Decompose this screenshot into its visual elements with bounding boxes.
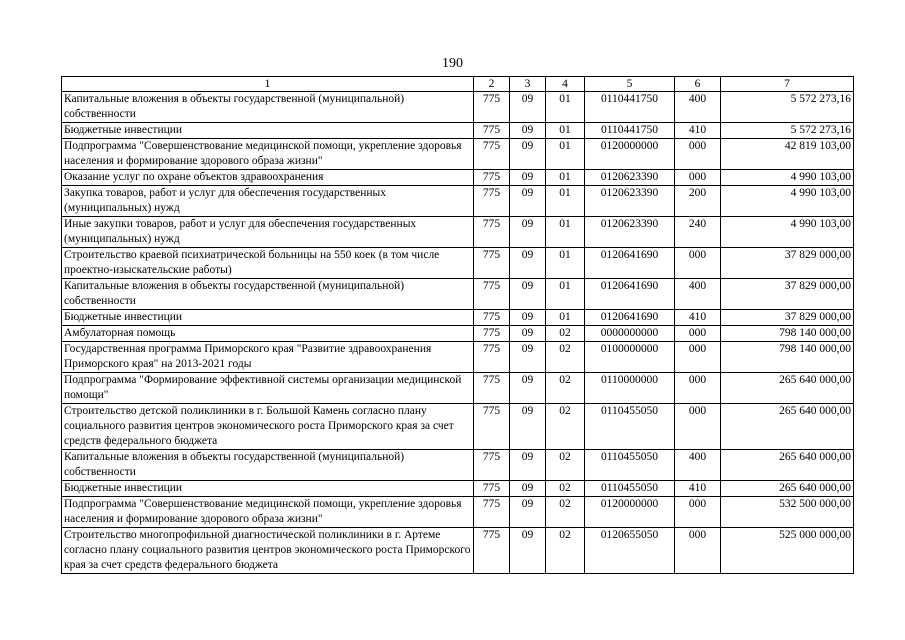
column-header: 4	[546, 77, 585, 92]
row-name: Иные закупки товаров, работ и услуг для обеспечения государственных (муниципальных) нужд	[62, 217, 474, 248]
row-subsection: 01	[546, 217, 585, 248]
table-row	[62, 279, 854, 310]
row-section: 09	[510, 450, 546, 481]
row-expense-type: 000	[675, 497, 721, 528]
row-name: Государственная программа Приморского края "Развитие здравоохранения Приморского края" на 2013-2021 годы	[62, 342, 474, 373]
row-code: 775	[474, 92, 510, 123]
column-header: 2	[474, 77, 510, 92]
row-target-code: 0120641690	[585, 310, 675, 326]
row-subsection: 01	[546, 170, 585, 186]
row-amount: 532 500 000,00	[721, 497, 854, 528]
column-header: 3	[510, 77, 546, 92]
row-name: Капитальные вложения в объекты государственной (муниципальной) собственности	[62, 92, 474, 123]
row-target-code: 0110000000	[585, 373, 675, 404]
row-expense-type: 000	[675, 373, 721, 404]
row-amount: 5 572 273,16	[721, 92, 854, 123]
row-amount: 42 819 103,00	[721, 139, 854, 170]
row-section: 09	[510, 481, 546, 497]
row-target-code: 0110455050	[585, 481, 675, 497]
row-code: 775	[474, 342, 510, 373]
row-code: 775	[474, 481, 510, 497]
row-subsection: 01	[546, 279, 585, 310]
row-expense-type: 000	[675, 326, 721, 342]
row-section: 09	[510, 404, 546, 450]
row-amount: 798 140 000,00	[721, 326, 854, 342]
row-expense-type: 400	[675, 92, 721, 123]
table-row	[62, 481, 854, 497]
table-row	[62, 310, 854, 326]
row-target-code: 0110455050	[585, 450, 675, 481]
row-amount: 37 829 000,00	[721, 248, 854, 279]
row-amount: 4 990 103,00	[721, 170, 854, 186]
row-code: 775	[474, 450, 510, 481]
row-expense-type: 240	[675, 217, 721, 248]
column-header: 6	[675, 77, 721, 92]
table-row	[62, 248, 854, 279]
table-row	[62, 404, 854, 450]
row-expense-type: 000	[675, 139, 721, 170]
table-row	[62, 139, 854, 170]
column-header: 7	[721, 77, 854, 92]
row-target-code: 0110441750	[585, 92, 675, 123]
budget-table	[61, 76, 854, 574]
row-amount: 5 572 273,16	[721, 123, 854, 139]
row-expense-type: 000	[675, 528, 721, 574]
row-expense-type: 410	[675, 481, 721, 497]
row-section: 09	[510, 186, 546, 217]
row-amount: 265 640 000,00	[721, 373, 854, 404]
row-subsection: 02	[546, 404, 585, 450]
table-row	[62, 170, 854, 186]
row-expense-type: 400	[675, 279, 721, 310]
row-subsection: 02	[546, 528, 585, 574]
row-subsection: 01	[546, 123, 585, 139]
row-section: 09	[510, 342, 546, 373]
row-code: 775	[474, 279, 510, 310]
row-target-code: 0110455050	[585, 404, 675, 450]
row-section: 09	[510, 217, 546, 248]
table-row	[62, 92, 854, 123]
row-expense-type: 000	[675, 404, 721, 450]
row-name: Капитальные вложения в объекты государственной (муниципальной) собственности	[62, 279, 474, 310]
row-section: 09	[510, 92, 546, 123]
column-header: 5	[585, 77, 675, 92]
row-code: 775	[474, 123, 510, 139]
row-expense-type: 410	[675, 123, 721, 139]
row-target-code: 0120623390	[585, 186, 675, 217]
row-subsection: 02	[546, 342, 585, 373]
row-amount: 37 829 000,00	[721, 279, 854, 310]
row-code: 775	[474, 497, 510, 528]
row-section: 09	[510, 170, 546, 186]
row-code: 775	[474, 217, 510, 248]
row-target-code: 0120655050	[585, 528, 675, 574]
row-subsection: 01	[546, 186, 585, 217]
page-number: 190	[442, 56, 463, 71]
row-name: Капитальные вложения в объекты государственной (муниципальной) собственности	[62, 450, 474, 481]
row-subsection: 02	[546, 326, 585, 342]
row-target-code: 0110441750	[585, 123, 675, 139]
row-section: 09	[510, 373, 546, 404]
row-amount: 4 990 103,00	[721, 217, 854, 248]
table-row	[62, 326, 854, 342]
row-name: Бюджетные инвестиции	[62, 310, 474, 326]
row-code: 775	[474, 248, 510, 279]
row-target-code: 0120000000	[585, 497, 675, 528]
row-expense-type: 000	[675, 248, 721, 279]
row-target-code: 0120623390	[585, 170, 675, 186]
row-amount: 265 640 000,00	[721, 404, 854, 450]
row-target-code: 0100000000	[585, 342, 675, 373]
row-section: 09	[510, 123, 546, 139]
row-code: 775	[474, 404, 510, 450]
row-expense-type: 410	[675, 310, 721, 326]
row-section: 09	[510, 326, 546, 342]
row-name: Бюджетные инвестиции	[62, 481, 474, 497]
row-expense-type: 000	[675, 170, 721, 186]
row-subsection: 01	[546, 139, 585, 170]
row-name: Оказание услуг по охране объектов здравоохранения	[62, 170, 474, 186]
row-target-code: 0120641690	[585, 279, 675, 310]
table-row	[62, 123, 854, 139]
row-subsection: 02	[546, 450, 585, 481]
row-name: Строительство детской поликлиники в г. Большой Камень согласно плану социального развития центров экономического роста Приморского края за счет средств федерального бюджета	[62, 404, 474, 450]
row-amount: 265 640 000,00	[721, 450, 854, 481]
row-code: 775	[474, 373, 510, 404]
table-row	[62, 497, 854, 528]
column-header: 1	[62, 77, 474, 92]
table-row	[62, 450, 854, 481]
row-name: Подпрограмма "Совершенствование медицинской помощи, укрепление здоровья населения и формирование здорового образа жизни"	[62, 497, 474, 528]
row-name: Закупка товаров, работ и услуг для обеспечения государственных (муниципальных) нужд	[62, 186, 474, 217]
row-amount: 37 829 000,00	[721, 310, 854, 326]
table-row	[62, 342, 854, 373]
row-name: Подпрограмма "Совершенствование медицинской помощи, укрепление здоровья населения и формирование здорового образа жизни"	[62, 139, 474, 170]
row-section: 09	[510, 248, 546, 279]
row-code: 775	[474, 139, 510, 170]
table-row	[62, 186, 854, 217]
row-target-code: 0120000000	[585, 139, 675, 170]
row-code: 775	[474, 326, 510, 342]
row-code: 775	[474, 186, 510, 217]
row-section: 09	[510, 497, 546, 528]
row-subsection: 01	[546, 310, 585, 326]
table-row	[62, 217, 854, 248]
row-subsection: 02	[546, 481, 585, 497]
row-target-code: 0120623390	[585, 217, 675, 248]
row-name: Строительство многопрофильной диагностической поликлиники в г. Артеме согласно плану социального развития центров экономического роста Приморского края за счет средств федерального бюджета	[62, 528, 474, 574]
row-section: 09	[510, 528, 546, 574]
row-amount: 798 140 000,00	[721, 342, 854, 373]
row-code: 775	[474, 310, 510, 326]
row-subsection: 02	[546, 497, 585, 528]
row-subsection: 01	[546, 92, 585, 123]
table-row	[62, 373, 854, 404]
row-expense-type: 400	[675, 450, 721, 481]
row-subsection: 02	[546, 373, 585, 404]
row-target-code: 0000000000	[585, 326, 675, 342]
row-name: Подпрограмма "Формирование эффективной системы организации медицинской помощи"	[62, 373, 474, 404]
row-expense-type: 000	[675, 342, 721, 373]
table-header-row	[62, 77, 854, 92]
row-subsection: 01	[546, 248, 585, 279]
row-amount: 4 990 103,00	[721, 186, 854, 217]
row-name: Амбулаторная помощь	[62, 326, 474, 342]
row-name: Бюджетные инвестиции	[62, 123, 474, 139]
row-target-code: 0120641690	[585, 248, 675, 279]
row-code: 775	[474, 170, 510, 186]
row-section: 09	[510, 139, 546, 170]
row-section: 09	[510, 310, 546, 326]
row-amount: 525 000 000,00	[721, 528, 854, 574]
row-name: Строительство краевой психиатрической больницы на 550 коек (в том числе проектно-изыскательские работы)	[62, 248, 474, 279]
row-expense-type: 200	[675, 186, 721, 217]
row-amount: 265 640 000,00	[721, 481, 854, 497]
table-row	[62, 528, 854, 574]
row-code: 775	[474, 528, 510, 574]
row-section: 09	[510, 279, 546, 310]
